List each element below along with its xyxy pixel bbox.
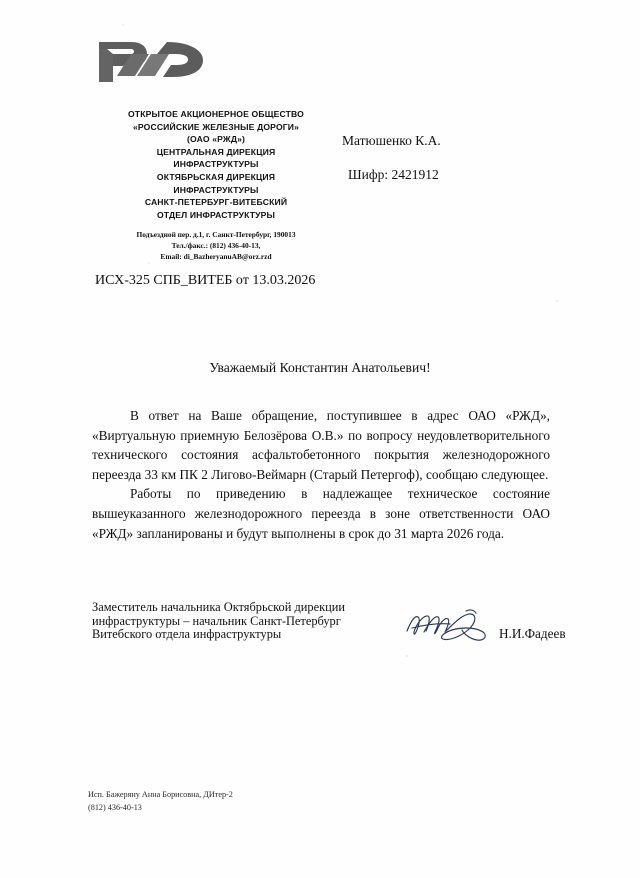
scan-speckle <box>148 262 150 264</box>
executor-note <box>88 788 408 815</box>
letterhead-line: ИНФРАСТРУКТУРЫ <box>173 159 259 170</box>
letterhead-contacts <box>96 230 336 262</box>
scan-speckle <box>122 24 124 26</box>
letterhead <box>96 108 336 262</box>
rzd-logo <box>97 36 209 88</box>
letterhead-line: ОТДЕЛ ИНФРАСТРУКТУРЫ <box>156 209 276 220</box>
signatory-title-line: инфраструктуры – начальник Санкт-Петербург <box>92 613 341 628</box>
scan-speckle <box>406 655 408 657</box>
signer-name: Н.И.Фадеев <box>499 626 566 641</box>
signatory-title <box>92 601 392 642</box>
executor-phone: (812) 436-40-13 <box>88 803 142 813</box>
email-address: Email: di_BazheryanuAB@orz.rzd <box>160 251 272 261</box>
handwritten-signature <box>404 601 504 651</box>
signatory-title-line: Витебского отдела инфраструктуры <box>92 627 282 642</box>
body-paragraph: Работы по приведению в надлежащее техническое состояние вышеуказанного железнодорожного переезда в зоне ответственности ОАО «РЖД» запланированы и будут выполнены в срок до 31 марта 2026 года. <box>92 486 550 541</box>
body-paragraph: В ответ на Ваше обращение, поступившее в адрес ОАО «РЖД», «Виртуальную приемную Белозёрова О.В.» по вопросу неудовлетворительного технического состояния асфальтобетонного покрытия железнодорожного переезда 33 км ПК 2 Лигово-Веймарн (Старый Петергоф), сообщаю следующее. <box>92 408 550 482</box>
letterhead-line: САНКТ-ПЕТЕРБУРГ-ВИТЕБСКИЙ <box>144 197 288 208</box>
letterhead-line: ЦЕНТРАЛЬНАЯ ДИРЕКЦИЯ <box>156 146 276 157</box>
recipient-block <box>342 132 562 184</box>
signatory-title-line: Заместитель начальника Октябрьской дирекции <box>92 600 346 614</box>
letterhead-line: ОТКРЫТОЕ АКЦИОНЕРНОЕ ОБЩЕСТВО <box>127 109 305 119</box>
letterhead-line: (ОАО «РЖД») <box>186 134 246 145</box>
phone-fax: Тел./факс.: (812) 436-40-13, <box>171 240 261 250</box>
scan-speckle <box>556 300 558 302</box>
recipient-code: Шифр: 2421912 <box>348 167 439 182</box>
letterhead-line: ОКТЯБРЬСКАЯ ДИРЕКЦИЯ <box>156 171 276 182</box>
executor-name: Исп. Бажеряну Анна Борисовна, ДИтер-2 <box>88 790 233 799</box>
document-reference-number: ИСХ-325 СПБ_ВИТЕБ от 13.03.2026 <box>95 273 316 288</box>
postal-address: Подъездной пер. д.1, г. Санкт-Петербург, 190013 <box>136 230 296 240</box>
letterhead-line: «РОССИЙСКИЕ ЖЕЛЕЗНЫЕ ДОРОГИ» <box>132 121 300 132</box>
recipient-name: Матюшенко К.А. <box>342 133 441 148</box>
letter-body <box>92 406 550 543</box>
letterhead-line: ИНФРАСТРУКТУРЫ <box>173 184 259 195</box>
salutation: Уважаемый Константин Анатольевич! <box>209 360 431 375</box>
